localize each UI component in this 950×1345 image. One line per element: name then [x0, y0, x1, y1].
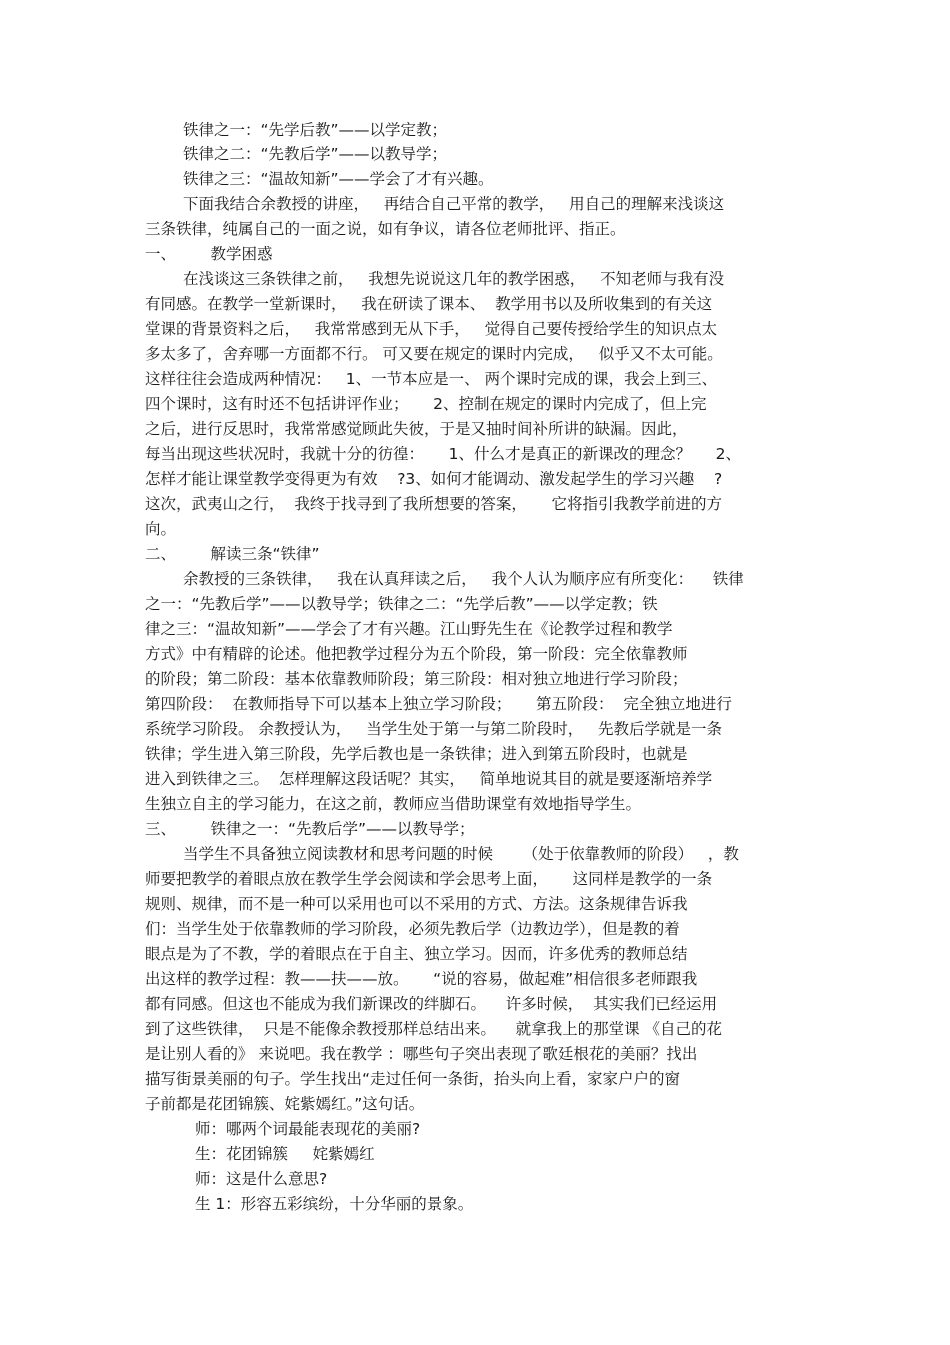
paragraph-line: 的阶段；第二阶段：基本依靠教师阶段；第三阶段：相对独立地进行学习阶段； — [145, 670, 688, 688]
paragraph-line: 有同感。在教学一堂新课时， 我在研读了课本、 教学用书以及所收集到的有关这 — [145, 295, 713, 313]
section-heading-3: 三、 铁律之一：“先教后学”——以教导学； — [145, 820, 475, 838]
paragraph-line: 子前都是花团锦簇、姹紫嫣红。”这句话。 — [145, 1095, 425, 1113]
paragraph-line: 之后，进行反思时，我常常感觉顾此失彼，于是又抽时间补所讲的缺漏。因此， — [145, 420, 688, 438]
paragraph-line: 之一：“先教后学”——以教导学；铁律之二：“先学后教”——以学定教；铁 — [145, 595, 658, 613]
paragraph-line: 余教授的三条铁律， 我在认真拜读之后， 我个人认为顺序应有所变化： 铁律 — [183, 570, 744, 588]
paragraph-line: 出这样的教学过程：教——扶——放。 “说的容易，做起难”相信很多老师跟我 — [145, 970, 698, 988]
paragraph-line: 进入到铁律之三。 怎样理解这段话呢？其实， 简单地说其目的就是要逐渐培养学 — [145, 770, 713, 788]
paragraph-line: 都有同感。但这也不能成为我们新课改的绊脚石。 许多时候， 其实我们已经运用 — [145, 995, 718, 1013]
section-heading-1: 一、 教学困惑 — [145, 245, 273, 263]
dialogue-line: 生 1：形容五彩缤纷，十分华丽的景象。 — [195, 1195, 474, 1213]
paragraph-line: 这样往往会造成两种情况： 1、一节本应是一、 两个课时完成的课，我会上到三、 — [145, 370, 718, 388]
rule-two-line: 铁律之二：“先教后学”——以教导学； — [183, 145, 448, 163]
paragraph-line: 到了这些铁律， 只是不能像余教授那样总结出来。 就拿我上的那堂课 《自己的花 — [145, 1020, 722, 1038]
paragraph-line: 规则、规律，而不是一种可以采用也可以不采用的方式、方法。这条规律告诉我 — [145, 895, 688, 913]
paragraph-line: 向。 — [145, 520, 177, 538]
paragraph-line: 当学生不具备独立阅读教材和思考问题的时候 （处于依靠教师的阶段） ，教 — [183, 845, 739, 863]
paragraph-line: 第四阶段： 在教师指导下可以基本上独立学习阶段； 第五阶段： 完全独立地进行 — [145, 695, 732, 713]
paragraph-line: 三条铁律，纯属自己的一面之说，如有争议，请各位老师批评、指正。 — [145, 220, 626, 238]
paragraph-line: 四个课时，这有时还不包括讲评作业； 2、控制在规定的课时内完成了，但上完 — [145, 395, 707, 413]
paragraph-line: 堂课的背景资料之后， 我常常感到无从下手， 觉得自己要传授给学生的知识点太 — [145, 320, 718, 338]
paragraph-line: 眼点是为了不教，学的着眼点在于自主、独立学习。因而，许多优秀的教师总结 — [145, 945, 688, 963]
paragraph-line: 下面我结合余教授的讲座， 再结合自己平常的教学， 用自己的理解来浅谈这 — [183, 195, 725, 213]
paragraph-line: 铁律；学生进入第三阶段，先学后教也是一条铁律；进入到第五阶段时，也就是 — [145, 745, 688, 763]
paragraph-line: 方式》中有精辟的论述。他把教学过程分为五个阶段，第一阶段：完全依靠教师 — [145, 645, 688, 663]
rule-three-line: 铁律之三：“温故知新”——学会了才有兴趣。 — [183, 170, 494, 188]
paragraph-line: 系统学习阶段。 余教授认为， 当学生处于第一与第二阶段时， 先教后学就是一条 — [145, 720, 722, 738]
dialogue-line: 师：哪两个词最能表现花的美丽? — [195, 1120, 421, 1138]
section-heading-2: 二、 解读三条“铁律” — [145, 545, 320, 563]
paragraph-line: 这次，武夷山之行， 我终于找寻到了我所想要的答案， 它将指引我教学前进的方 — [145, 495, 722, 513]
dialogue-line: 生：花团锦簇 姹紫嫣红 — [195, 1145, 375, 1163]
paragraph-line: 律之三：“温故知新”——学会了才有兴趣。江山野先生在《论教学过程和教学 — [145, 620, 673, 638]
paragraph-line: 是让别人看的》 来说吧。我在教学 ：哪些句子突出表现了歌廷根花的美丽？找出 — [145, 1045, 698, 1063]
paragraph-line: 每当出现这些状况时，我就十分的彷徨： 1、什么才是真正的新课改的理念？ 2、 — [145, 445, 741, 463]
paragraph-line: 描写街景美丽的句子。学生找出“走过任何一条街，抬头向上看，家家户户的窗 — [145, 1070, 681, 1088]
paragraph-line: 师要把教学的着眼点放在教学生学会阅读和学会思考上面， 这同样是教学的一条 — [145, 870, 713, 888]
paragraph-line: 生独立自主的学习能力，在这之前，教师应当借助课堂有效地指导学生。 — [145, 795, 642, 813]
paragraph-line: 们：当学生处于依靠教师的学习阶段，必须先教后学（边教边学），但是教的着 — [145, 920, 680, 938]
paragraph-line: 多太多了，舍弃哪一方面都不行。 可又要在规定的课时内完成， 似乎又不太可能。 — [145, 345, 723, 363]
dialogue-line: 师：这是什么意思? — [195, 1170, 328, 1188]
paragraph-line: 在浅谈这三条铁律之前， 我想先说说这几年的教学困惑， 不知老师与我有没 — [183, 270, 725, 288]
paragraph-line: 怎样才能让课堂教学变得更为有效 ?3、如何才能调动、激发起学生的学习兴趣 ? — [145, 470, 723, 488]
rule-one-line: 铁律之一：“先学后教”——以学定教； — [183, 121, 448, 139]
